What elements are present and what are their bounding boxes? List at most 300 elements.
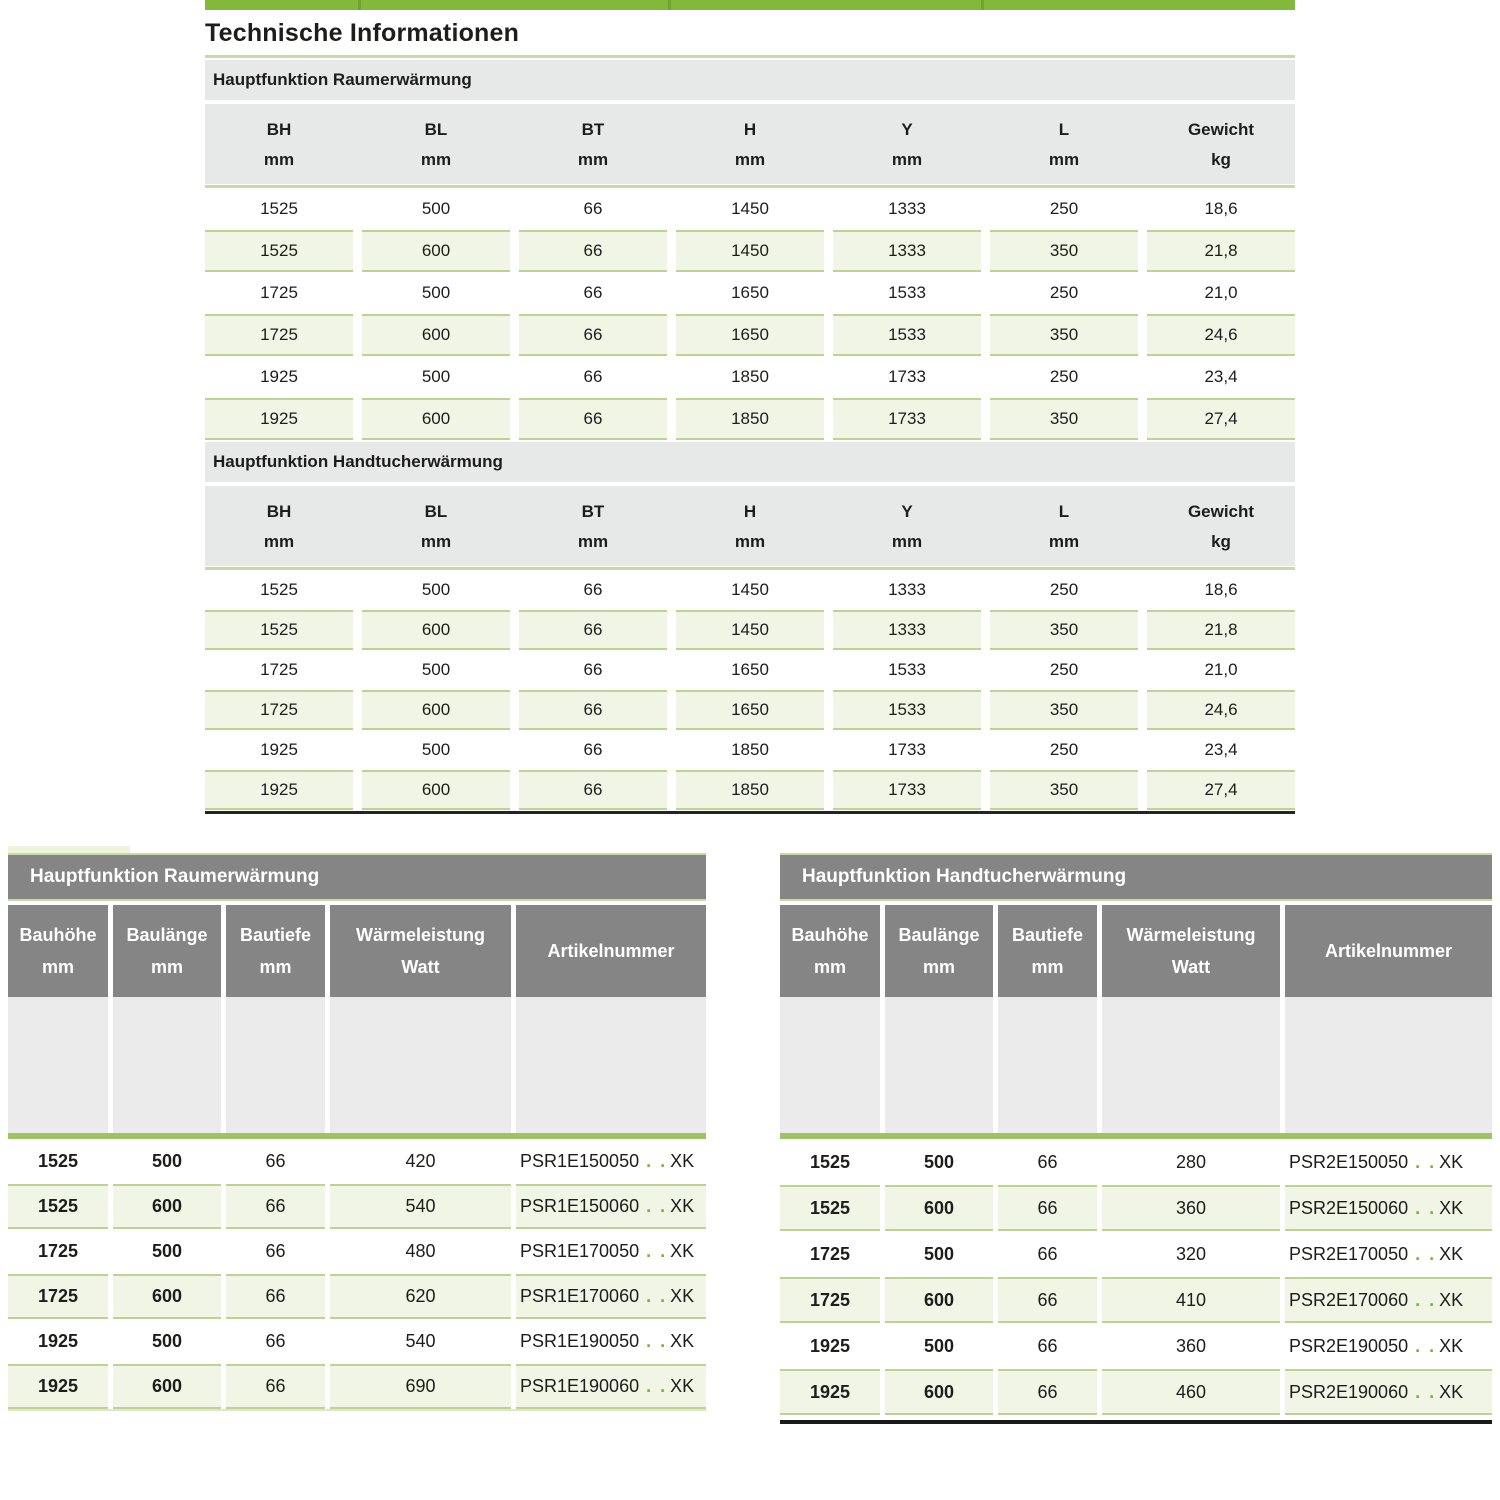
table-row bbox=[8, 1319, 706, 1364]
article-dots: . . bbox=[1415, 1197, 1437, 1218]
cell-waermeleistung: 360 bbox=[1102, 1185, 1280, 1231]
cell-waermeleistung: 540 bbox=[330, 1184, 511, 1229]
column-unit: mm bbox=[577, 531, 609, 551]
article-suffix: XK bbox=[670, 1241, 695, 1261]
article-dots: . . bbox=[1415, 1151, 1437, 1172]
column-name: BL bbox=[424, 501, 448, 521]
column-name: BT bbox=[581, 501, 605, 521]
column-header bbox=[362, 104, 510, 184]
column-unit: mm bbox=[259, 957, 292, 977]
cell-gewicht: 23,4 bbox=[1204, 740, 1238, 759]
article-dots: . . bbox=[1415, 1243, 1437, 1264]
cell-baulaenge: 500 bbox=[923, 1335, 955, 1356]
cell-bautiefe: 66 bbox=[265, 1241, 286, 1261]
column-unit: mm bbox=[577, 149, 609, 169]
column-unit: mm bbox=[263, 149, 295, 169]
cell-bl: 600 bbox=[362, 230, 510, 272]
table-row bbox=[8, 1139, 706, 1184]
cell-baulaenge: 600 bbox=[113, 1274, 221, 1319]
column-header bbox=[205, 486, 353, 566]
column-header bbox=[8, 905, 108, 997]
cell-h: 1650 bbox=[731, 660, 769, 679]
cell-bt: 66 bbox=[519, 230, 667, 272]
column-name: H bbox=[743, 119, 757, 139]
column-header bbox=[205, 104, 353, 184]
bar-divider bbox=[358, 0, 361, 10]
cell-h: 1450 bbox=[676, 230, 824, 272]
table-row bbox=[780, 1185, 1492, 1231]
cell-bl: 600 bbox=[362, 398, 510, 440]
table-body bbox=[8, 1139, 706, 1409]
column-unit: mm bbox=[1031, 957, 1064, 977]
table-row bbox=[780, 1323, 1492, 1369]
column-name: BH bbox=[266, 501, 292, 521]
column-unit: mm bbox=[734, 531, 766, 551]
cell-baulaenge: 600 bbox=[113, 1184, 221, 1229]
column-header bbox=[362, 486, 510, 566]
cell-bt: 66 bbox=[519, 398, 667, 440]
cell-l: 350 bbox=[990, 770, 1138, 810]
article-suffix: XK bbox=[1439, 1381, 1464, 1402]
table-row bbox=[205, 230, 1295, 272]
column-unit: kg bbox=[1211, 149, 1231, 169]
spacer-cell bbox=[8, 997, 108, 1133]
table-row bbox=[205, 356, 1295, 398]
spacer-cell bbox=[998, 997, 1097, 1133]
decorative-strip bbox=[8, 846, 130, 853]
cell-h: 1850 bbox=[731, 740, 769, 759]
cell-artikelnummer bbox=[516, 1319, 706, 1364]
article-code: PSR2E150050 bbox=[1289, 1151, 1409, 1172]
column-header bbox=[833, 104, 981, 184]
cell-bauhoehe: 1725 bbox=[8, 1274, 108, 1319]
article-code: PSR1E190050 bbox=[520, 1331, 640, 1351]
cell-bh: 1525 bbox=[260, 199, 298, 218]
article-suffix: XK bbox=[670, 1196, 695, 1216]
table-row bbox=[205, 730, 1295, 770]
cell-bauhoehe: 1925 bbox=[8, 1364, 108, 1409]
bottom-rule bbox=[8, 1409, 706, 1411]
table-body bbox=[780, 1139, 1492, 1415]
column-header bbox=[226, 905, 325, 997]
column-header bbox=[1285, 905, 1492, 997]
cell-bautiefe: 66 bbox=[226, 1184, 325, 1229]
cell-waermeleistung: 410 bbox=[1102, 1277, 1280, 1323]
cell-artikelnummer bbox=[516, 1274, 706, 1319]
cell-y: 1533 bbox=[833, 690, 981, 730]
cell-bh: 1525 bbox=[260, 580, 298, 599]
column-unit: Watt bbox=[1171, 957, 1211, 977]
section-header: Hauptfunktion Handtucherwärmung bbox=[205, 442, 1295, 482]
cell-waermeleistung: 420 bbox=[405, 1151, 436, 1171]
cell-h: 1850 bbox=[676, 398, 824, 440]
article-code: PSR1E190060 bbox=[520, 1376, 640, 1396]
cell-baulaenge: 500 bbox=[151, 1151, 183, 1171]
table-row bbox=[205, 570, 1295, 610]
article-dots: . . bbox=[1415, 1335, 1437, 1356]
column-name: Y bbox=[901, 119, 913, 139]
cell-h: 1450 bbox=[676, 610, 824, 650]
cell-artikelnummer bbox=[1285, 1277, 1492, 1323]
cell-bl: 500 bbox=[421, 740, 451, 759]
cell-bl: 600 bbox=[362, 770, 510, 810]
column-name: Bautiefe bbox=[1011, 925, 1083, 945]
spacer-cell bbox=[780, 997, 880, 1133]
cell-bautiefe: 66 bbox=[226, 1364, 325, 1409]
column-unit: mm bbox=[41, 957, 74, 977]
cell-waermeleistung: 620 bbox=[330, 1274, 511, 1319]
table-row bbox=[205, 770, 1295, 810]
page-title: Technische Informationen bbox=[205, 19, 520, 47]
column-header bbox=[1147, 104, 1295, 184]
section-header: Hauptfunktion Raumerwärmung bbox=[205, 60, 1295, 100]
cell-l: 250 bbox=[1049, 367, 1079, 386]
article-code: PSR2E150060 bbox=[1289, 1197, 1409, 1218]
cell-bt: 66 bbox=[583, 367, 603, 386]
column-header bbox=[330, 905, 511, 997]
cell-l: 350 bbox=[990, 314, 1138, 356]
column-header bbox=[885, 905, 993, 997]
column-name: Baulänge bbox=[126, 925, 208, 945]
cell-bauhoehe: 1525 bbox=[809, 1151, 851, 1172]
column-unit: mm bbox=[263, 531, 295, 551]
cell-artikelnummer bbox=[1285, 1231, 1492, 1277]
cell-h: 1450 bbox=[731, 580, 769, 599]
cell-gewicht: 23,4 bbox=[1204, 367, 1238, 386]
table-row bbox=[205, 398, 1295, 440]
column-name: Bauhöhe bbox=[791, 925, 869, 945]
cell-bauhoehe: 1725 bbox=[780, 1277, 880, 1323]
cell-bl: 500 bbox=[421, 660, 451, 679]
cell-bl: 500 bbox=[421, 199, 451, 218]
table-row bbox=[205, 188, 1295, 230]
cell-artikelnummer bbox=[516, 1184, 706, 1229]
cell-l: 250 bbox=[1049, 580, 1079, 599]
table-row bbox=[8, 1364, 706, 1409]
column-header bbox=[519, 104, 667, 184]
cell-gewicht: 21,0 bbox=[1204, 283, 1238, 302]
column-header-row bbox=[205, 104, 1295, 184]
cell-bauhoehe: 1925 bbox=[780, 1369, 880, 1415]
column-unit: mm bbox=[813, 957, 846, 977]
cell-bt: 66 bbox=[519, 314, 667, 356]
cell-bh: 1725 bbox=[205, 314, 353, 356]
cell-bauhoehe: 1525 bbox=[780, 1185, 880, 1231]
column-unit: mm bbox=[420, 531, 452, 551]
cell-bl: 500 bbox=[421, 580, 451, 599]
column-header bbox=[990, 486, 1138, 566]
column-name: Artikelnummer bbox=[547, 941, 675, 961]
cell-gewicht: 18,6 bbox=[1204, 580, 1238, 599]
cell-gewicht: 24,6 bbox=[1147, 314, 1295, 356]
column-unit: mm bbox=[1048, 149, 1080, 169]
cell-bautiefe: 66 bbox=[265, 1151, 286, 1171]
article-code: PSR2E170050 bbox=[1289, 1243, 1409, 1264]
article-dots: . . bbox=[646, 1331, 668, 1351]
column-name: Gewicht bbox=[1187, 119, 1255, 139]
spacer-row bbox=[8, 997, 706, 1133]
cell-bh: 1525 bbox=[205, 610, 353, 650]
cell-baulaenge: 500 bbox=[151, 1331, 183, 1351]
cell-bt: 66 bbox=[583, 740, 603, 759]
cell-bt: 66 bbox=[583, 199, 603, 218]
cell-y: 1533 bbox=[888, 660, 926, 679]
bar-divider bbox=[981, 0, 984, 10]
column-header bbox=[113, 905, 221, 997]
cell-waermeleistung: 320 bbox=[1175, 1243, 1207, 1264]
article-dots: . . bbox=[1415, 1289, 1437, 1310]
article-code: PSR2E190050 bbox=[1289, 1335, 1409, 1356]
bar-divider bbox=[668, 0, 671, 10]
column-unit: Watt bbox=[401, 957, 440, 977]
article-code: PSR2E190060 bbox=[1289, 1381, 1409, 1402]
cell-l: 350 bbox=[990, 230, 1138, 272]
column-unit: mm bbox=[891, 149, 923, 169]
article-code: PSR1E150050 bbox=[520, 1151, 640, 1171]
cell-bautiefe: 66 bbox=[1037, 1335, 1058, 1356]
cell-h: 1650 bbox=[676, 690, 824, 730]
cell-bauhoehe: 1525 bbox=[8, 1184, 108, 1229]
cell-bl: 600 bbox=[362, 314, 510, 356]
cell-bauhoehe: 1725 bbox=[37, 1241, 79, 1261]
column-header bbox=[676, 104, 824, 184]
cell-waermeleistung: 690 bbox=[330, 1364, 511, 1409]
cell-gewicht: 18,6 bbox=[1204, 199, 1238, 218]
cell-artikelnummer bbox=[1285, 1139, 1492, 1185]
cell-bauhoehe: 1725 bbox=[809, 1243, 851, 1264]
order-table-raumerwaermung bbox=[8, 853, 706, 1411]
article-code: PSR2E170060 bbox=[1289, 1289, 1409, 1310]
table-row bbox=[8, 1229, 706, 1274]
cell-bh: 1925 bbox=[260, 740, 298, 759]
column-name: Gewicht bbox=[1187, 501, 1255, 521]
cell-h: 1650 bbox=[731, 283, 769, 302]
column-header-row bbox=[8, 905, 706, 997]
article-suffix: XK bbox=[1439, 1335, 1464, 1356]
cell-artikelnummer bbox=[516, 1364, 706, 1409]
column-name: Wärmeleistung bbox=[1126, 925, 1256, 945]
table-row bbox=[205, 314, 1295, 356]
cell-h: 1650 bbox=[676, 314, 824, 356]
spacer-cell bbox=[885, 997, 993, 1133]
cell-artikelnummer bbox=[1285, 1369, 1492, 1415]
top-accent-bar bbox=[205, 0, 1295, 10]
column-name: Bauhöhe bbox=[19, 925, 97, 945]
cell-bh: 1725 bbox=[260, 660, 298, 679]
cell-bautiefe: 66 bbox=[1037, 1151, 1058, 1172]
column-header bbox=[519, 486, 667, 566]
article-dots: . . bbox=[646, 1196, 668, 1216]
spacer-cell bbox=[113, 997, 221, 1133]
column-unit: kg bbox=[1211, 531, 1231, 551]
cell-l: 250 bbox=[1049, 199, 1079, 218]
order-table-handtucherwaermung bbox=[780, 853, 1492, 1424]
table-title: Hauptfunktion Handtucherwärmung bbox=[780, 853, 1492, 901]
table-row bbox=[780, 1369, 1492, 1415]
spacer-row bbox=[780, 997, 1492, 1133]
cell-l: 250 bbox=[1049, 660, 1079, 679]
table-title: Hauptfunktion Raumerwärmung bbox=[8, 853, 706, 901]
table-row bbox=[780, 1277, 1492, 1323]
cell-y: 1333 bbox=[833, 230, 981, 272]
column-unit: mm bbox=[420, 149, 452, 169]
cell-baulaenge: 500 bbox=[923, 1243, 955, 1264]
cell-y: 1733 bbox=[888, 740, 926, 759]
cell-y: 1733 bbox=[833, 770, 981, 810]
column-name: Artikelnummer bbox=[1324, 941, 1453, 961]
article-code: PSR1E170060 bbox=[520, 1286, 640, 1306]
cell-y: 1533 bbox=[888, 283, 926, 302]
cell-baulaenge: 600 bbox=[885, 1277, 993, 1323]
column-unit: mm bbox=[1048, 531, 1080, 551]
cell-bl: 600 bbox=[362, 610, 510, 650]
article-dots: . . bbox=[646, 1151, 668, 1171]
cell-h: 1850 bbox=[676, 770, 824, 810]
column-unit: mm bbox=[734, 149, 766, 169]
column-header bbox=[1147, 486, 1295, 566]
technical-info-section bbox=[205, 0, 1295, 814]
cell-artikelnummer bbox=[516, 1139, 706, 1184]
spec-table-handtucherwaermung bbox=[205, 442, 1295, 814]
cell-gewicht: 27,4 bbox=[1147, 770, 1295, 810]
column-name: Baulänge bbox=[898, 925, 980, 945]
cell-l: 250 bbox=[1049, 283, 1079, 302]
article-suffix: XK bbox=[670, 1376, 695, 1396]
column-header-row bbox=[780, 905, 1492, 997]
cell-bauhoehe: 1525 bbox=[37, 1151, 79, 1171]
cell-bautiefe: 66 bbox=[265, 1331, 286, 1351]
cell-bauhoehe: 1925 bbox=[37, 1331, 79, 1351]
column-name: L bbox=[1058, 501, 1070, 521]
spec-table-raumerwaermung bbox=[205, 60, 1295, 440]
article-suffix: XK bbox=[1439, 1151, 1464, 1172]
cell-h: 1450 bbox=[731, 199, 769, 218]
table-row bbox=[780, 1231, 1492, 1277]
cell-waermeleistung: 540 bbox=[405, 1331, 436, 1351]
cell-gewicht: 27,4 bbox=[1147, 398, 1295, 440]
cell-bautiefe: 66 bbox=[998, 1185, 1097, 1231]
cell-l: 350 bbox=[990, 690, 1138, 730]
cell-y: 1733 bbox=[833, 398, 981, 440]
cell-bl: 600 bbox=[362, 690, 510, 730]
cell-baulaenge: 600 bbox=[885, 1185, 993, 1231]
spacer-cell bbox=[330, 997, 511, 1133]
cell-bauhoehe: 1925 bbox=[809, 1335, 851, 1356]
column-name: Wärmeleistung bbox=[355, 925, 486, 945]
cell-bautiefe: 66 bbox=[1037, 1243, 1058, 1264]
table-row bbox=[780, 1139, 1492, 1185]
cell-bt: 66 bbox=[519, 690, 667, 730]
spacer-cell bbox=[516, 997, 706, 1133]
cell-y: 1533 bbox=[833, 314, 981, 356]
cell-gewicht: 21,8 bbox=[1147, 610, 1295, 650]
table-row bbox=[205, 690, 1295, 730]
column-header bbox=[998, 905, 1097, 997]
cell-bh: 1725 bbox=[260, 283, 298, 302]
table-row bbox=[205, 610, 1295, 650]
cell-baulaenge: 600 bbox=[113, 1364, 221, 1409]
spacer-cell bbox=[226, 997, 325, 1133]
column-header bbox=[780, 905, 880, 997]
column-unit: mm bbox=[150, 957, 183, 977]
divider-rule bbox=[205, 55, 1295, 58]
article-code: PSR1E150060 bbox=[520, 1196, 640, 1216]
cell-artikelnummer bbox=[516, 1229, 706, 1274]
column-name: BL bbox=[424, 119, 448, 139]
cell-baulaenge: 500 bbox=[151, 1241, 183, 1261]
column-unit: mm bbox=[922, 957, 955, 977]
cell-bautiefe: 66 bbox=[998, 1277, 1097, 1323]
article-suffix: XK bbox=[670, 1331, 695, 1351]
cell-l: 250 bbox=[1049, 740, 1079, 759]
cell-gewicht: 24,6 bbox=[1147, 690, 1295, 730]
column-header bbox=[1102, 905, 1280, 997]
cell-gewicht: 21,0 bbox=[1204, 660, 1238, 679]
cell-l: 350 bbox=[990, 398, 1138, 440]
column-name: BH bbox=[266, 119, 292, 139]
article-suffix: XK bbox=[1439, 1197, 1464, 1218]
cell-bh: 1925 bbox=[205, 398, 353, 440]
cell-artikelnummer bbox=[1285, 1323, 1492, 1369]
cell-waermeleistung: 480 bbox=[405, 1241, 436, 1261]
cell-bautiefe: 66 bbox=[226, 1274, 325, 1319]
cell-y: 1333 bbox=[888, 580, 926, 599]
table-row bbox=[8, 1274, 706, 1319]
table-row bbox=[8, 1184, 706, 1229]
column-header-row bbox=[205, 486, 1295, 566]
column-name: L bbox=[1058, 119, 1070, 139]
column-header bbox=[990, 104, 1138, 184]
cell-waermeleistung: 280 bbox=[1175, 1151, 1207, 1172]
cell-bt: 66 bbox=[583, 580, 603, 599]
table-body bbox=[205, 188, 1295, 440]
cell-baulaenge: 600 bbox=[885, 1369, 993, 1415]
cell-bl: 500 bbox=[421, 367, 451, 386]
cell-bh: 1925 bbox=[260, 367, 298, 386]
cell-artikelnummer bbox=[1285, 1185, 1492, 1231]
bottom-rule bbox=[205, 811, 1295, 814]
article-dots: . . bbox=[646, 1286, 668, 1306]
cell-h: 1850 bbox=[731, 367, 769, 386]
column-header bbox=[516, 905, 706, 997]
table-row bbox=[205, 272, 1295, 314]
article-suffix: XK bbox=[670, 1286, 695, 1306]
table-row bbox=[205, 650, 1295, 690]
spacer-cell bbox=[1102, 997, 1280, 1133]
article-dots: . . bbox=[646, 1241, 668, 1261]
article-dots: . . bbox=[646, 1376, 668, 1396]
column-name: Bautiefe bbox=[239, 925, 311, 945]
cell-bt: 66 bbox=[583, 660, 603, 679]
cell-y: 1333 bbox=[833, 610, 981, 650]
cell-waermeleistung: 460 bbox=[1102, 1369, 1280, 1415]
cell-bt: 66 bbox=[519, 610, 667, 650]
column-unit: mm bbox=[891, 531, 923, 551]
cell-bl: 500 bbox=[421, 283, 451, 302]
article-code: PSR1E170050 bbox=[520, 1241, 640, 1261]
cell-bh: 1725 bbox=[205, 690, 353, 730]
spacer-cell bbox=[1285, 997, 1492, 1133]
article-suffix: XK bbox=[1439, 1243, 1464, 1264]
cell-y: 1733 bbox=[888, 367, 926, 386]
column-name: BT bbox=[581, 119, 605, 139]
cell-bh: 1925 bbox=[205, 770, 353, 810]
cell-bautiefe: 66 bbox=[998, 1369, 1097, 1415]
article-dots: . . bbox=[1415, 1381, 1437, 1402]
table-body bbox=[205, 570, 1295, 810]
cell-gewicht: 21,8 bbox=[1147, 230, 1295, 272]
article-suffix: XK bbox=[1439, 1289, 1464, 1310]
